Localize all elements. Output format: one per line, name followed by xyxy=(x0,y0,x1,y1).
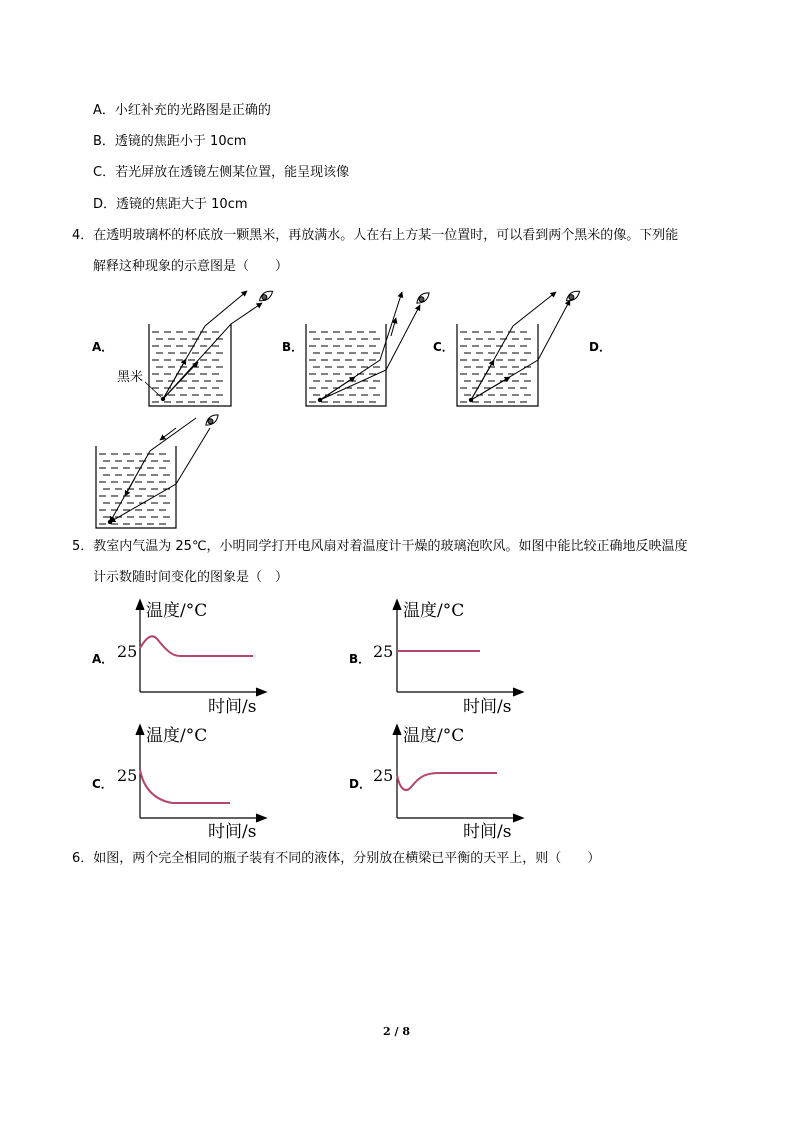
q5-option-a-label: A． xyxy=(92,652,114,666)
q5-stem-line2: 计示数随时间变化的图象是（ ） xyxy=(93,570,289,585)
rice-label: 黑米 xyxy=(117,370,144,385)
question-number: 5． xyxy=(72,539,94,554)
option-label: C． xyxy=(93,165,116,180)
question-text: 在透明玻璃杯的杯底放一颗黑米，再放满水。人在右上方某一位置时，可以看到两个黑米的像。下列能 xyxy=(93,228,679,243)
q4-option-c-label: C． xyxy=(433,340,454,354)
question-number: 6． xyxy=(72,851,94,866)
option-text: 透镜的焦距小于 10cm xyxy=(114,134,247,149)
x-axis-label: 时间/s xyxy=(463,697,512,717)
q4-option-b-label: B． xyxy=(282,340,304,354)
q5-option-d-label: D． xyxy=(349,777,371,791)
q6-stem-line1 xyxy=(72,849,600,869)
option-text: 透镜的焦距大于 10cm xyxy=(116,197,248,212)
page-number: 2 / 8 xyxy=(383,1025,410,1038)
y-axis-label: 温度/°C xyxy=(146,726,208,746)
y-axis-label: 温度/°C xyxy=(403,601,465,621)
x-axis-label: 时间/s xyxy=(208,822,257,842)
option-label: A． xyxy=(93,103,115,118)
option-text: 小红补充的光路图是正确的 xyxy=(114,103,271,118)
option-text: 若光屏放在透镜左侧某位置，能呈现该像 xyxy=(115,165,350,180)
question-text: 教室内气温为 25℃，小明同学打开电风扇对着温度计干燥的玻璃泡吹风。如图中能比较正确地反映温度 xyxy=(93,539,688,554)
q5-option-c-label: C． xyxy=(92,777,113,791)
x-axis-label: 时间/s xyxy=(208,697,257,717)
y-axis-label: 温度/°C xyxy=(146,601,208,621)
option-label: D． xyxy=(93,197,117,212)
question-number: 4． xyxy=(72,228,94,243)
y-tick-25: 25 xyxy=(373,642,394,661)
data-line xyxy=(397,773,497,790)
question-text: 如图，两个完全相同的瓶子装有不同的液体，分别放在横梁已平衡的天平上，则（ ） xyxy=(93,851,601,866)
x-axis-label: 时间/s xyxy=(463,822,512,842)
option-label: B． xyxy=(93,134,115,149)
q4-option-a-label: A． xyxy=(92,340,114,354)
q5-option-b-label: B． xyxy=(349,652,371,666)
q4-option-d-label: D． xyxy=(589,340,611,354)
y-axis-label: 温度/°C xyxy=(403,726,465,746)
y-tick-25: 25 xyxy=(373,766,394,785)
q4-stem-line2: 解释这种现象的示意图是（ ） xyxy=(93,259,289,274)
y-tick-25: 25 xyxy=(117,642,138,661)
y-tick-25: 25 xyxy=(117,766,138,785)
